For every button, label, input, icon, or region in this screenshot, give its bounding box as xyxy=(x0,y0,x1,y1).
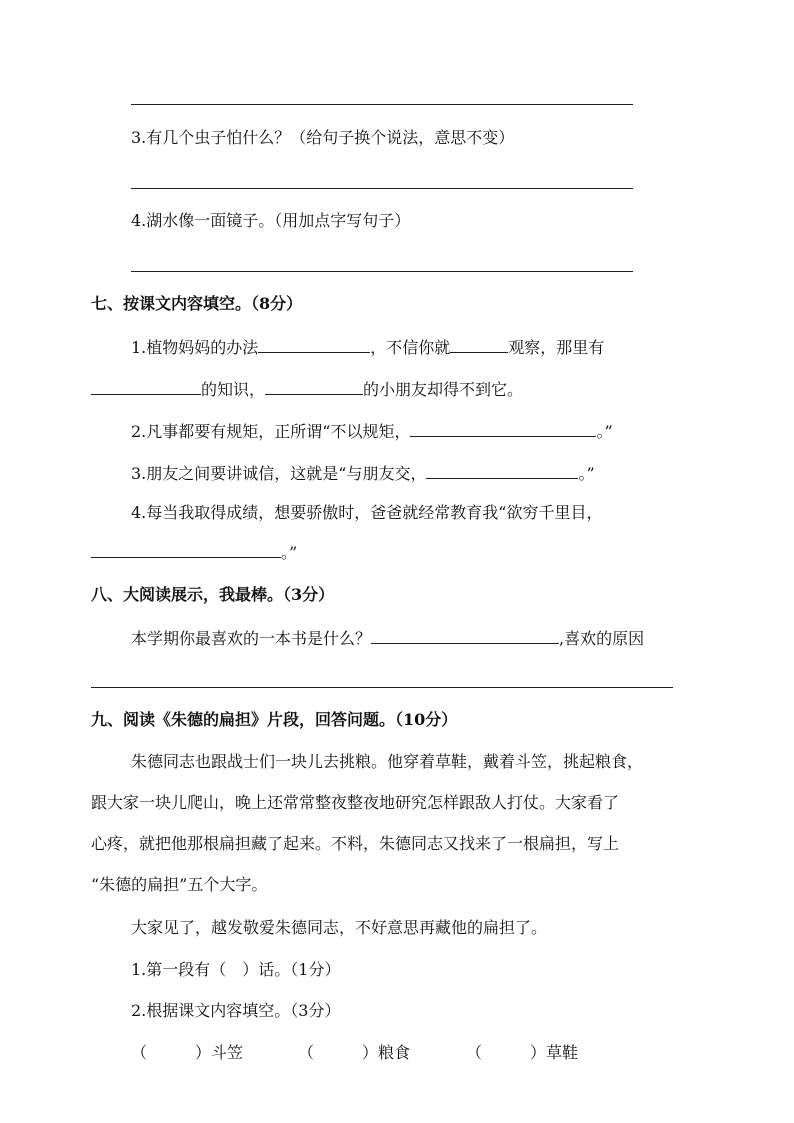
fill-blank[interactable] xyxy=(91,542,281,558)
answer-paren[interactable]: （ ） xyxy=(298,1043,379,1062)
fill-text: 。” xyxy=(281,543,298,562)
fill-item-1-line-1 xyxy=(131,337,604,358)
passage-line: “朱德的扁担”五个大字。 xyxy=(91,875,268,894)
fill-blank[interactable] xyxy=(265,379,363,395)
fill-blank[interactable] xyxy=(91,379,201,395)
fill-text: ，不信你就 xyxy=(370,338,451,357)
fill-text: 的小朋友却得不到它。 xyxy=(363,380,524,399)
answer-paren[interactable]: （ ） xyxy=(466,1043,547,1062)
question-item-4: 4.湖水像一面镜子。（用加点字写句子） xyxy=(131,211,411,230)
fill-text: 。” xyxy=(578,464,595,483)
answer-line[interactable] xyxy=(131,271,633,272)
fill-word: 斗笠 xyxy=(211,1043,244,1062)
fill-group-3 xyxy=(466,1043,578,1063)
answer-paren[interactable]: （ ） xyxy=(131,1043,212,1062)
fill-blank[interactable] xyxy=(426,463,578,479)
section-title: 七、按课文内容填空。（8分） xyxy=(91,294,303,313)
question-1: 1.第一段有（ ）话。（1分） xyxy=(131,960,341,979)
fill-group-2 xyxy=(298,1043,410,1063)
fill-word: 草鞋 xyxy=(546,1043,579,1062)
passage-line: 大家见了，越发敬爱朱德同志，不好意思再藏他的扁担了。 xyxy=(131,918,548,937)
fill-item-2 xyxy=(131,421,613,442)
answer-line[interactable] xyxy=(131,188,633,189)
fill-blank[interactable] xyxy=(450,337,508,353)
answer-line[interactable] xyxy=(131,104,633,105)
fill-item-1-line-2 xyxy=(91,379,523,400)
question-item-3: 3.有几个虫子怕什么？（给句子换个说法，意思不变） xyxy=(131,128,515,147)
question-text: ,喜欢的原因 xyxy=(559,629,645,648)
question-2: 2.根据课文内容填空。（3分） xyxy=(131,1001,341,1020)
fill-text: 观察，那里有 xyxy=(508,338,605,357)
reading-question xyxy=(131,628,644,649)
answer-line[interactable] xyxy=(91,687,673,688)
fill-item-4-line-1: 4.每当我取得成绩，想要骄傲时，爸爸就经常教育我“欲穷千里目， xyxy=(131,503,603,522)
passage-line: 心疼，就把他那根扁担藏了起来。不料，朱德同志又找来了一根扁担，写上 xyxy=(91,834,620,853)
question-text: 本学期你最喜欢的一本书是什么？ xyxy=(131,629,372,648)
fill-text: 的知识， xyxy=(201,380,266,399)
fill-text: 2.凡事都要有规矩，正所谓“不以规矩， xyxy=(131,422,411,441)
fill-text: 。” xyxy=(596,422,613,441)
fill-item-3 xyxy=(131,463,595,484)
section-title: 八、大阅读展示，我最棒。（3分） xyxy=(91,585,335,604)
passage-line: 朱德同志也跟战士们一块儿去挑粮。他穿着草鞋，戴着斗笠，挑起粮食， xyxy=(131,752,644,771)
fill-text: 1.植物妈妈的办法 xyxy=(131,338,259,357)
fill-blank[interactable] xyxy=(410,421,596,437)
fill-text: 3.朋友之间要讲诚信，这就是“与朋友交， xyxy=(131,464,427,483)
fill-word: 粮食 xyxy=(378,1043,411,1062)
passage-line: 跟大家一块儿爬山，晚上还常常整夜整夜地研究怎样跟敌人打仗。大家看了 xyxy=(91,793,620,812)
fill-blank[interactable] xyxy=(371,628,559,644)
section-title: 九、阅读《朱德的扁担》片段，回答问题。（10分） xyxy=(91,710,458,729)
fill-item-4-line-2 xyxy=(91,542,297,563)
fill-group-1 xyxy=(131,1043,243,1063)
fill-blank[interactable] xyxy=(258,337,370,353)
